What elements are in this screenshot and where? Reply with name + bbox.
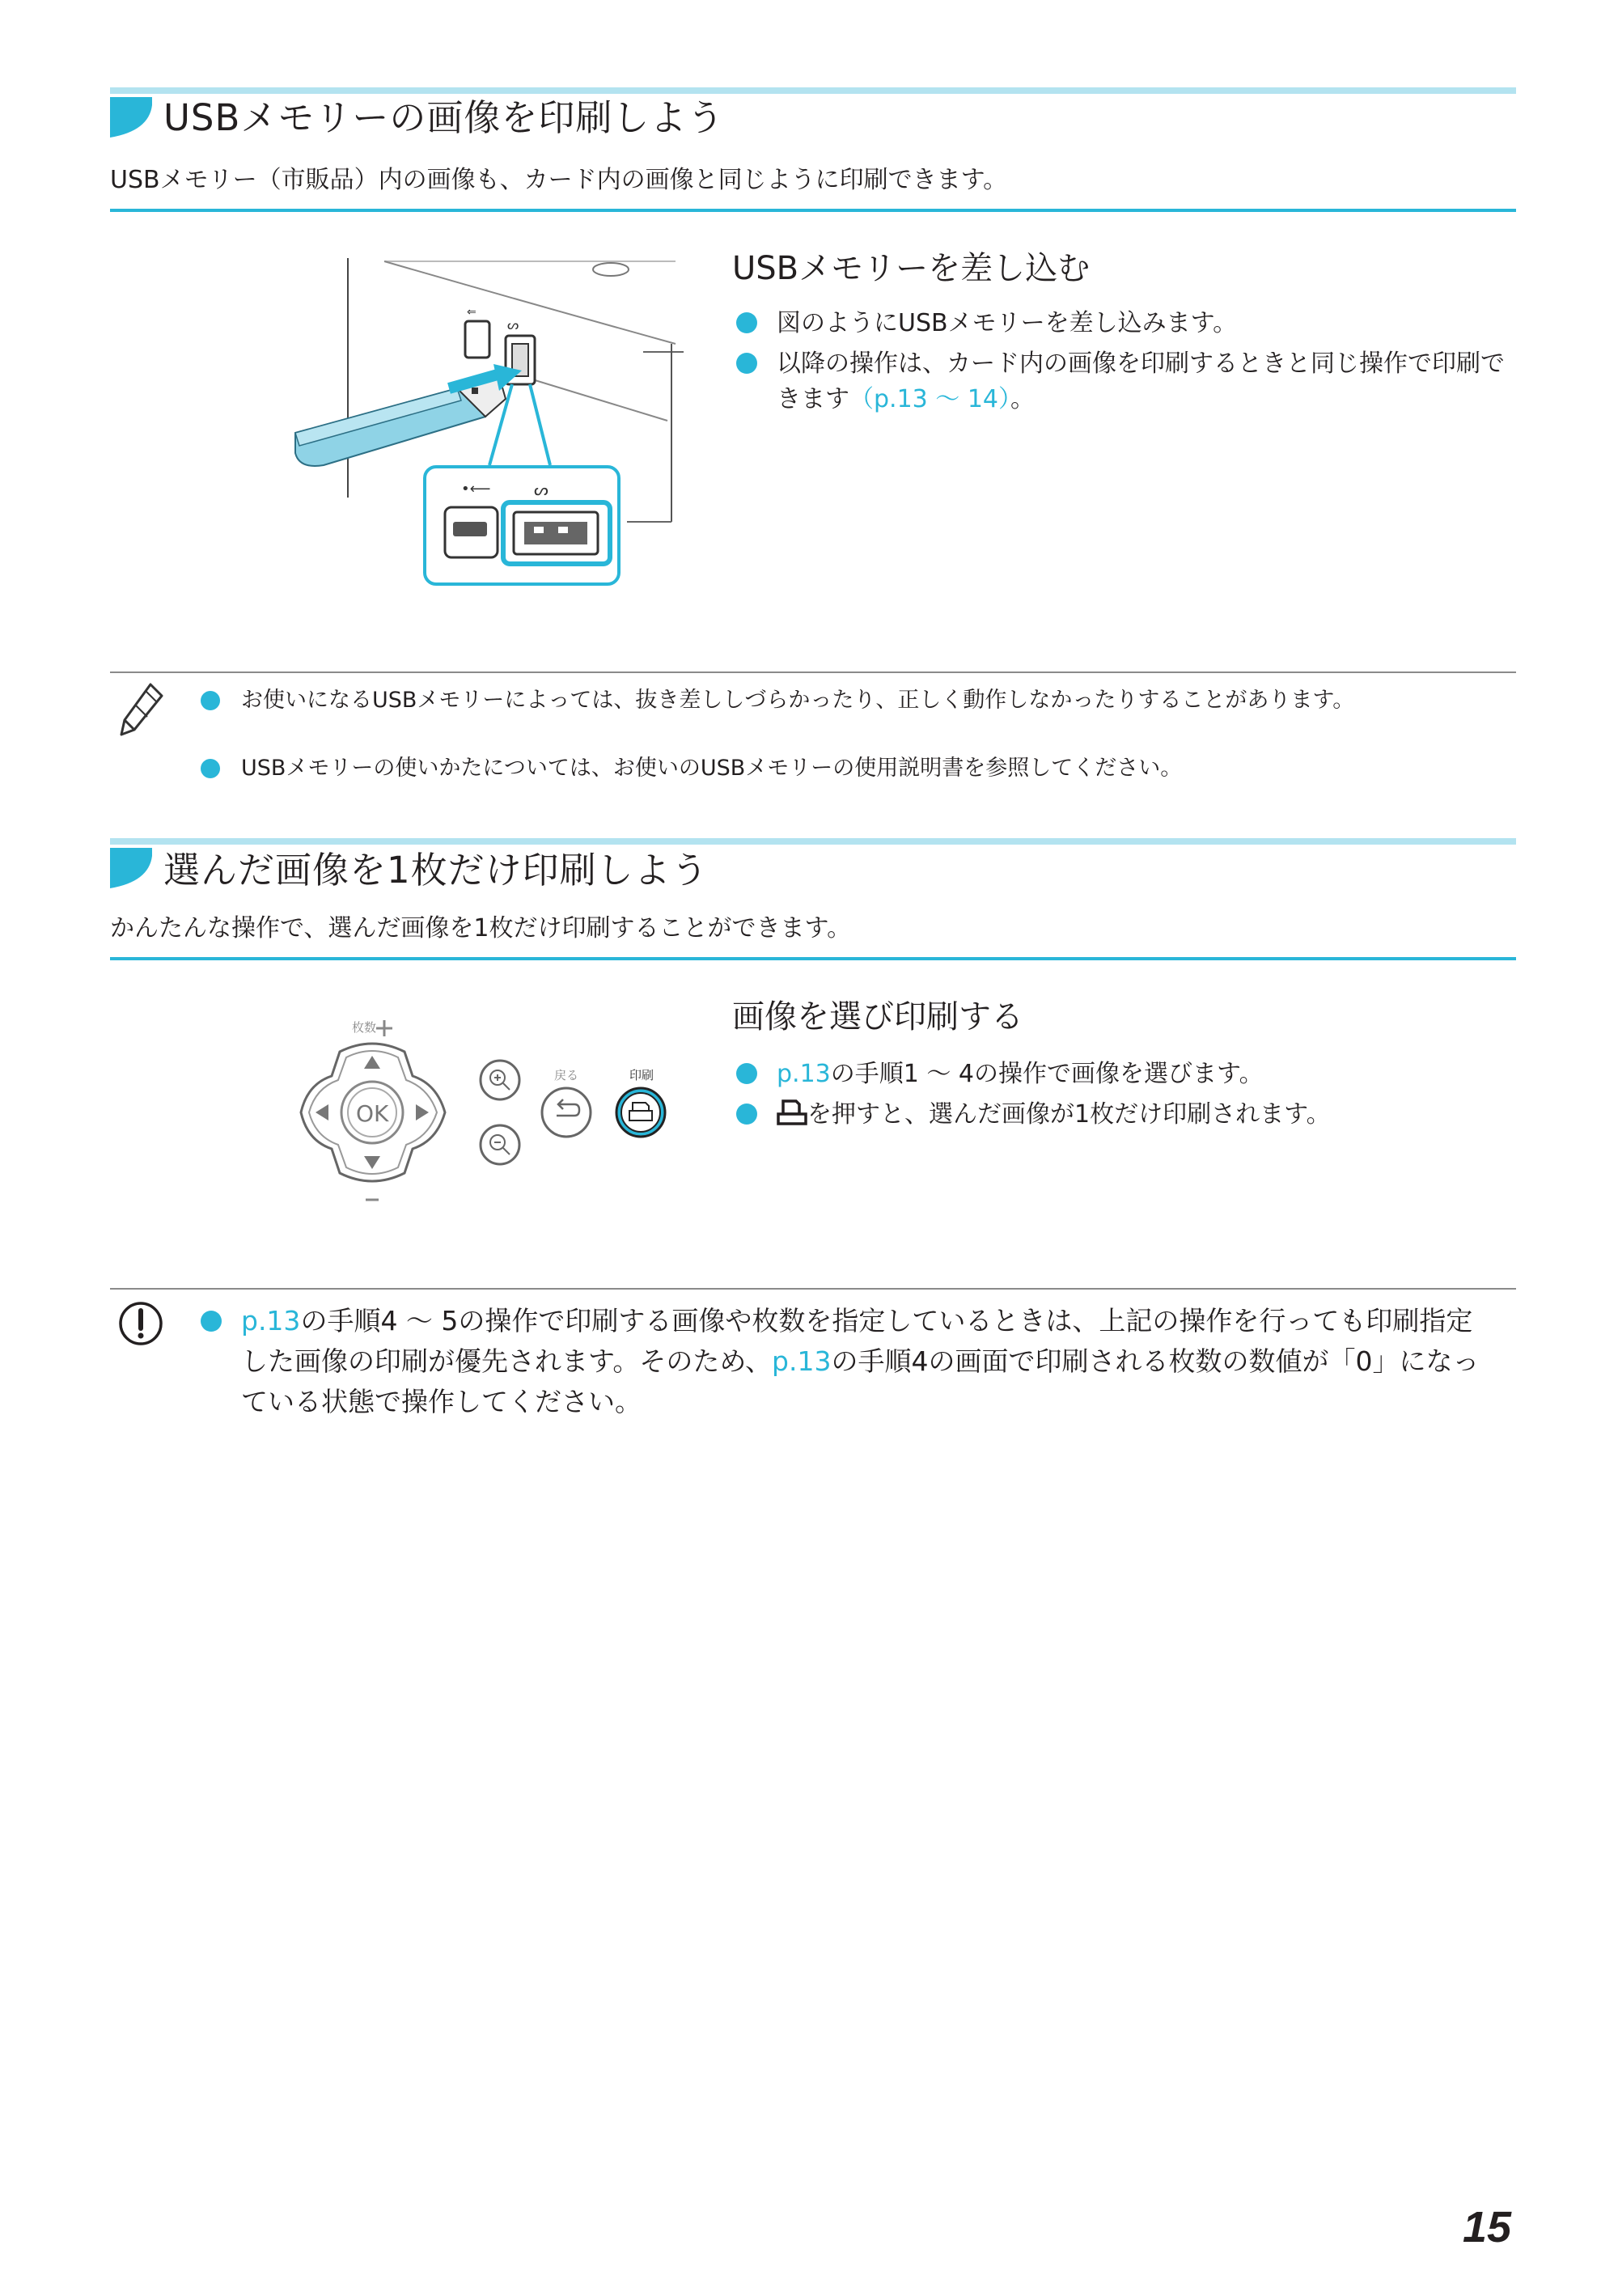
section1-rule xyxy=(110,209,1516,212)
section1-top-bar xyxy=(110,87,1516,94)
caution-rule xyxy=(110,1288,1516,1290)
ok-label: OK xyxy=(356,1100,389,1127)
bullet-dot-icon xyxy=(736,312,757,333)
section2-step-title: 画像を選び印刷する xyxy=(732,998,1023,1036)
section1-step-title: USBメモリーを差し込む xyxy=(732,250,1091,287)
copies-label: 枚数 xyxy=(352,1020,377,1035)
bullet-dot-icon xyxy=(736,1063,757,1084)
heading-marker-icon xyxy=(110,848,152,888)
section2-rule xyxy=(110,957,1516,960)
section1-lead: USBメモリー（市販品）内の画像も、カード内の画像と同じように印刷できます。 xyxy=(110,166,1008,194)
note-item: USBメモリーの使いかたについては、お使いのUSBメモリーの使用説明書を参照してください。 xyxy=(201,752,1495,785)
back-label: 戻る xyxy=(554,1068,579,1082)
bullet-dot-icon xyxy=(201,759,220,778)
page-link[interactable]: p.13 xyxy=(241,1305,301,1337)
control-panel-illustration xyxy=(291,1015,680,1218)
bullet-dot-icon xyxy=(736,353,757,374)
bullet-dot-icon xyxy=(201,691,220,710)
heading-marker-icon xyxy=(110,97,152,138)
pencil-note-icon xyxy=(118,681,165,738)
section2-top-bar xyxy=(110,838,1516,845)
section2-bullet-1: p.13の手順1 ～ 4の操作で画像を選びます。 xyxy=(736,1057,1513,1092)
svg-text:⇐: ⇐ xyxy=(467,306,477,319)
usb-insertion-illustration xyxy=(287,255,692,595)
page-link[interactable]: p.13 xyxy=(777,1060,831,1088)
svg-text:ᔕ: ᔕ xyxy=(507,317,519,333)
section1-title: USBメモリーの画像を印刷しよう xyxy=(163,96,725,139)
bullet-dot-icon xyxy=(736,1104,757,1125)
page-link[interactable]: p.13 xyxy=(772,1345,832,1377)
svg-text:ᔕ: ᔕ xyxy=(534,480,549,499)
note-item: お使いになるUSBメモリーによっては、抜き差ししづらかったり、正しく動作しなかったりすることがあります。 xyxy=(201,684,1495,717)
print-icon xyxy=(777,1098,807,1127)
note-rule xyxy=(110,671,1516,673)
page-link[interactable]: （p.13 ～ 14） xyxy=(849,385,1010,413)
caution-item: p.13の手順4 ～ 5の操作で印刷する画像や枚数を指定しているときは、上記の操作を行っても印刷指定した画像の印刷が優先されます。そのため、p.13の手順4の画面で印刷される枚数の数値が「0」になっている状態で操作してください。 xyxy=(201,1301,1495,1422)
section2-bullet-2: を押すと、選んだ画像が1枚だけ印刷されます。 xyxy=(736,1097,1513,1133)
section2-lead: かんたんな操作で、選んだ画像を1枚だけ印刷することができます。 xyxy=(110,914,852,943)
bullet-dot-icon xyxy=(201,1311,222,1332)
svg-text:•⟵: •⟵ xyxy=(461,481,491,498)
section1-bullet-2: 以降の操作は、カード内の画像を印刷するときと同じ操作で印刷できます（p.13 ～ 14）。 xyxy=(736,346,1513,417)
print-label: 印刷 xyxy=(629,1068,654,1082)
section1-bullet-1: 図のようにUSBメモリーを差し込みます。 xyxy=(736,306,1513,341)
page-number: 15 xyxy=(1463,2203,1512,2252)
section2-title: 選んだ画像を1枚だけ印刷しよう xyxy=(163,849,709,892)
exclamation-caution-icon xyxy=(118,1301,163,1346)
